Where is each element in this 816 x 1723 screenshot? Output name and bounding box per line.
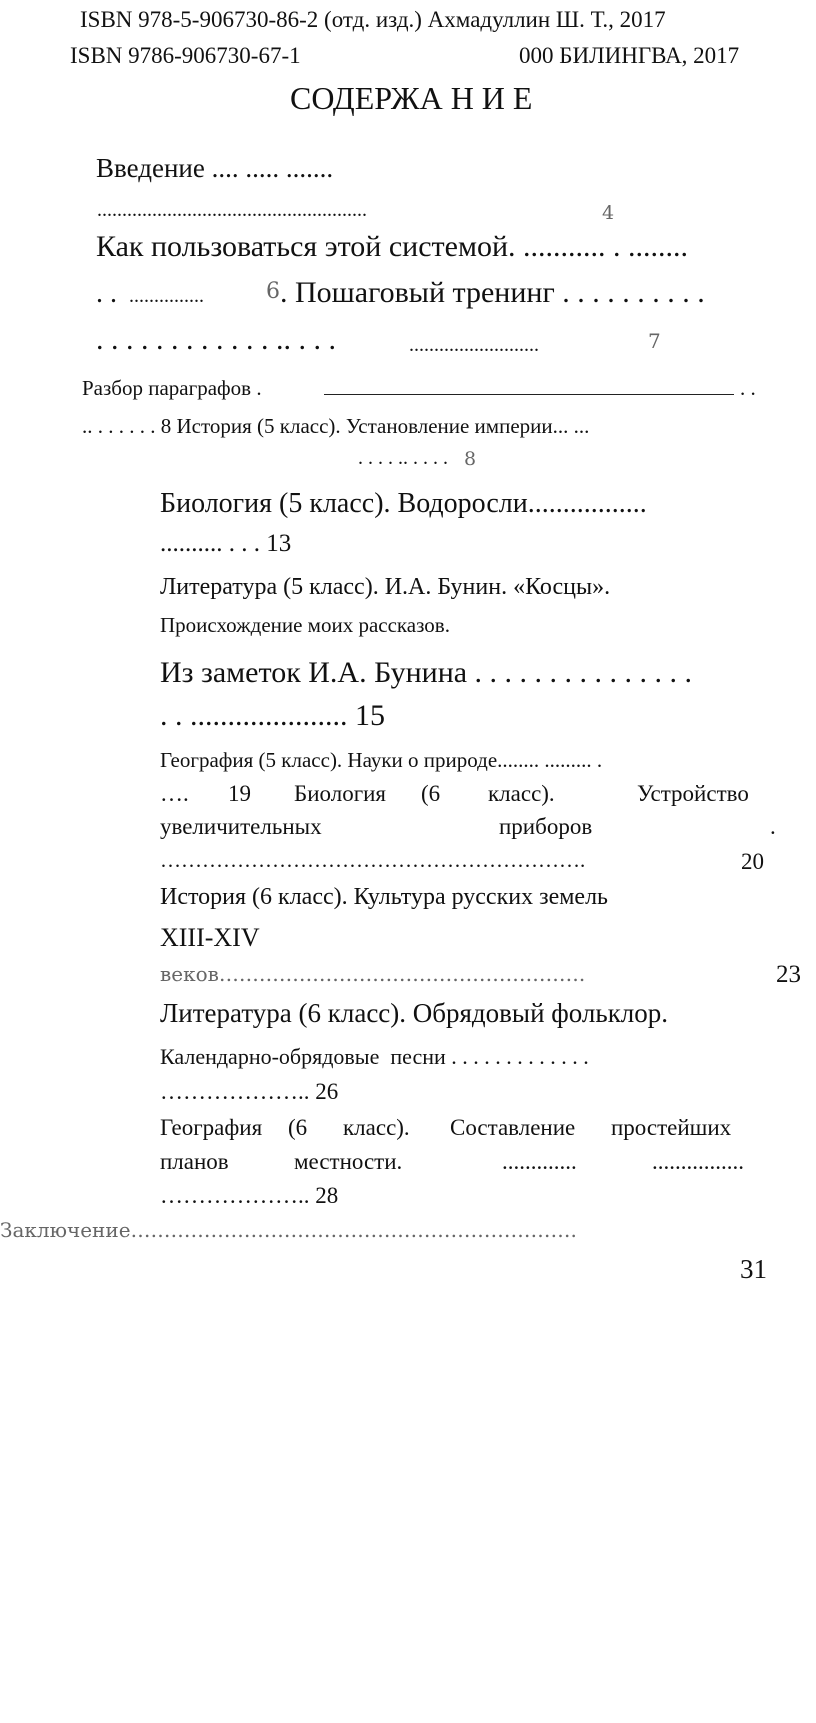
toc-conclusion-page: 31 <box>740 1254 767 1284</box>
publisher-line: 000 БИЛИНГВА, 2017 <box>519 43 740 68</box>
toc-geography6-line2-d: ................ <box>652 1149 744 1174</box>
toc-biology5-page: .......... . . . 13 <box>160 530 292 557</box>
toc-intro-leader: ...................................................... <box>97 199 367 221</box>
toc-geography5-page: 19 <box>228 781 251 806</box>
toc-geography5-dots: …. <box>160 781 189 806</box>
toc-training-title: . Пошаговый тренинг . . . . . . . . . . <box>280 276 705 309</box>
page-title: СОДЕРЖА Н И Е <box>290 80 533 116</box>
toc-geography5-title: География (5 класс). Науки о природе........ ......... . <box>160 748 603 772</box>
toc-howto-page: 6 <box>266 279 280 304</box>
toc-razbor-title: Разбор параграфов . <box>82 376 262 400</box>
toc-howto-dots: . . <box>96 278 117 309</box>
toc-biology6-line2-a: увеличительных <box>160 814 322 839</box>
toc-razbor-rule <box>324 394 734 395</box>
toc-howto-title: Как пользоваться этой системой. ........... . ........ <box>96 230 689 263</box>
toc-conclusion-title: Заключение…………………………………………………………. <box>0 1218 577 1242</box>
toc-biology5-title: Биология (5 класс). Водоросли................. <box>160 488 647 519</box>
toc-history6-title: История (6 класс). Культура русских земель <box>160 884 608 910</box>
toc-biology6-line2-c: . <box>770 814 776 839</box>
toc-literature6-title: Литература (6 класс). Обрядовый фольклор. <box>160 998 669 1028</box>
isbn-line-2: ISBN 9786-906730-67-1 <box>70 43 301 68</box>
toc-history6-page: 23 <box>776 961 801 988</box>
toc-biology6-word4: Устройство <box>637 781 749 806</box>
toc-intro-title: Введение .... ..... ....... <box>96 153 334 183</box>
toc-literature6-page: ……………….. 26 <box>160 1079 339 1104</box>
toc-biology6-leader: ……………………………………………………. <box>160 848 586 872</box>
toc-history5-leader: . . . . .. . . . . <box>358 447 448 469</box>
toc-bunin-page: . . ..................... 15 <box>160 699 385 732</box>
toc-training-leader: .......................... <box>409 334 539 356</box>
toc-history5-title: .. . . . . . . 8 История (5 класс). Установление империи... ... <box>82 414 590 438</box>
toc-razbor-end: . . <box>740 376 756 400</box>
toc-biology6-word2: (6 <box>421 781 441 806</box>
toc-geography6-w5: простейших <box>611 1115 732 1140</box>
toc-geography6-w2: (6 <box>288 1115 308 1140</box>
toc-biology6-page: 20 <box>741 849 764 874</box>
toc-literature6-sub: Календарно-обрядовые песни . . . . . . . . . . . . . <box>160 1044 589 1069</box>
toc-geography6-line2-a: планов <box>160 1149 229 1174</box>
toc-training-dots: . . . . . . . . . . . . .. . . . <box>96 323 336 356</box>
toc-geography6-line2-c: ............. <box>502 1149 577 1174</box>
toc-intro-page: 4 <box>602 202 615 224</box>
toc-history6-leader: веков………………………………………………. <box>160 962 586 986</box>
toc-literature5-sub: Происхождение моих рассказов. <box>160 613 450 637</box>
isbn-line-1: ISBN 978-5-906730-86-2 (отд. изд.) Ахмадуллин Ш. Т., 2017 <box>80 7 666 32</box>
toc-geography6-w3: класс). <box>343 1115 410 1140</box>
toc-geography6-page: ……………….. 28 <box>160 1183 339 1208</box>
toc-howto-leader: ............... <box>124 285 204 307</box>
toc-history5-page: 8 <box>464 448 477 470</box>
toc-history6-century: XIII-XIV <box>160 923 260 952</box>
toc-training-page: 7 <box>648 329 661 353</box>
toc-geography6-w1: География <box>160 1115 263 1140</box>
toc-literature5-title: Литература (5 класс). И.А. Бунин. «Косцы». <box>160 574 611 600</box>
toc-bunin-title: Из заметок И.А. Бунина . . . . . . . . . . . . . . . <box>160 656 693 689</box>
toc-geography6-line2-b: местности. <box>294 1149 403 1174</box>
toc-biology6-word3: класс). <box>488 781 555 806</box>
toc-biology6-word1: Биология <box>294 781 387 806</box>
toc-biology6-line2-b: приборов <box>499 814 593 839</box>
toc-geography6-w4: Составление <box>450 1115 576 1140</box>
